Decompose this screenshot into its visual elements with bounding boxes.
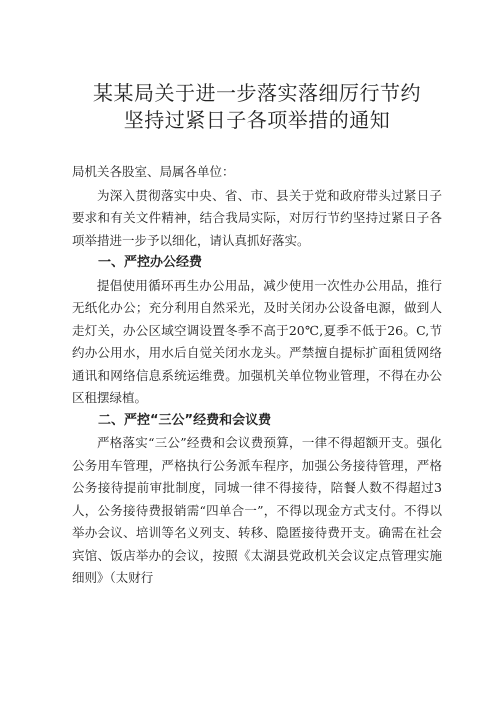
title-line-1: 某某局关于进一步落实落细厉行节约 bbox=[93, 81, 421, 105]
intro-paragraph: 为深入贯彻落实中央、省、市、县关于党和政府带头过紧日子要求和有关文件精神，结合我局实际，对厉行节约坚持过紧日子各项举措进一步予以细化，请认真抓好落实。 bbox=[72, 187, 442, 248]
section-1-paragraph: 提倡使用循环再生办公用品，减少使用一次性办公用品，推行无纸化办公；充分利用自然采光，及时关闭办公设备电源，做到人走灯关，办公区域空调设置冬季不高于20℃,夏季不低于26。C,节约办公用水，用水后自觉关闭水龙头。严禁擅自提标扩面租赁网络通讯和网络信息系统运维费。加强机关单位物业管理，不得在办公区租摆绿植。 bbox=[72, 277, 442, 405]
salutation: 局机关各股室、局属各单位： bbox=[72, 164, 235, 179]
title-line-2: 坚持过紧日子各项举措的通知 bbox=[123, 108, 391, 132]
section-2-heading: 二、严控“三公”经费和会议费 bbox=[98, 412, 272, 428]
section-1-heading: 一、严控办公经费 bbox=[98, 255, 203, 270]
document-title bbox=[72, 80, 442, 134]
document-body bbox=[72, 161, 442, 590]
section-2-paragraph: 严格落实“三公”经费和会议费预算，一律不得超额开支。强化公务用车管理，严格执行公务派车程序，加强公务接待管理，严格公务接待提前审批制度，同城一律不得接待，陪餐人数不得超过3人，公务接待费报销需“四单合一”，不得以现金方式支付。不得以举办会议、培训等名义列支、转移、隐匿接待费开支。确需在社会宾馆、饭店举办的会议，按照《太湖县党政机关会议定点管理实施细则》（太财行 bbox=[72, 435, 442, 585]
